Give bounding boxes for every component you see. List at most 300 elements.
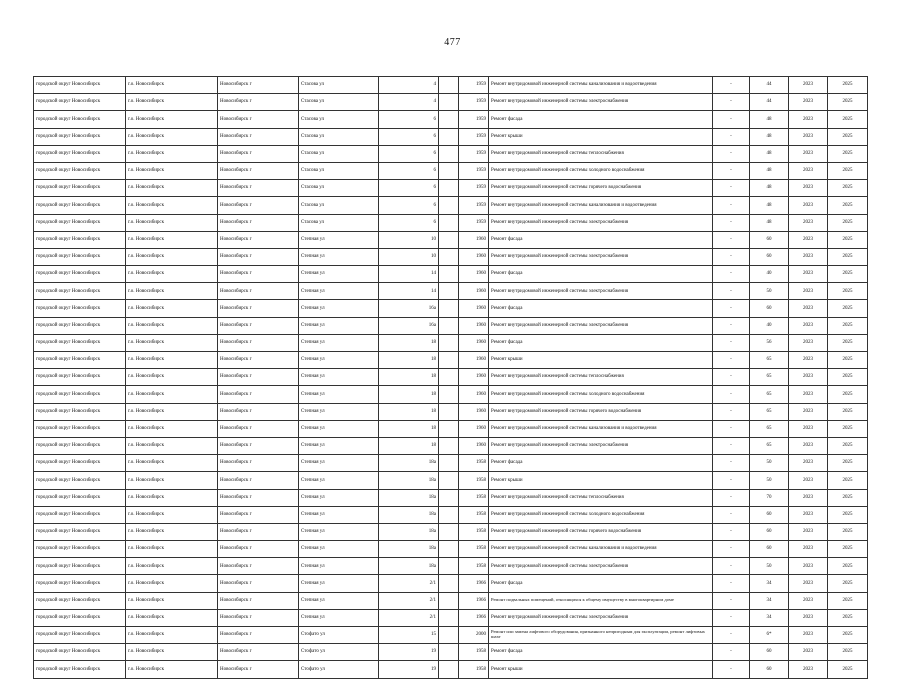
cell-end-year: 2025 (828, 523, 868, 540)
cell-empty (439, 231, 459, 248)
cell-count: 60 (750, 231, 789, 248)
cell-municipal-district: городской округ Новосибирск (34, 558, 126, 575)
cell-municipal-district: городской округ Новосибирск (34, 248, 126, 265)
cell-work-type: Ремонт внутридомовой инженерной системы горячего водоснабжения (489, 403, 713, 420)
cell-street: Стасова ул (299, 94, 379, 111)
cell-work-type: Ремонт или замена лифтового оборудования, признанного непригодным для эксплуатации, ремонт лифтовых шахт (489, 627, 713, 644)
table-row (34, 334, 868, 351)
cell-locality: Новосибирск г (218, 369, 299, 386)
cell-house-number: 14 (379, 283, 439, 300)
cell-end-year: 2025 (828, 558, 868, 575)
cell-house-number: 2/1 (379, 609, 439, 626)
cell-city-district: г.о. Новосибирск (126, 403, 218, 420)
cell-municipal-district: городской округ Новосибирск (34, 369, 126, 386)
cell-count: 34 (750, 609, 789, 626)
cell-locality: Новосибирск г (218, 111, 299, 128)
cell-locality: Новосибирск г (218, 300, 299, 317)
cell-locality: Новосибирск г (218, 231, 299, 248)
cell-house-number: 18 (379, 369, 439, 386)
cell-house-number: 10 (379, 231, 439, 248)
cell-street: Стасова ул (299, 145, 379, 162)
cell-municipal-district: городской округ Новосибирск (34, 541, 126, 558)
table-row (34, 94, 868, 111)
table-row (34, 111, 868, 128)
cell-locality: Новосибирск г (218, 592, 299, 609)
cell-cost: - (713, 489, 750, 506)
cell-end-year: 2025 (828, 644, 868, 661)
cell-start-year: 2023 (789, 111, 828, 128)
cell-end-year: 2025 (828, 334, 868, 351)
cell-municipal-district: городской округ Новосибирск (34, 403, 126, 420)
cell-empty (439, 644, 459, 661)
cell-empty (439, 162, 459, 179)
cell-end-year: 2025 (828, 592, 868, 609)
cell-street: Степная ул (299, 300, 379, 317)
cell-empty (439, 472, 459, 489)
cell-start-year: 2023 (789, 128, 828, 145)
table-row (34, 248, 868, 265)
cell-cost: - (713, 162, 750, 179)
cell-start-year: 2023 (789, 94, 828, 111)
table-row (34, 661, 868, 678)
cell-work-type: Ремонт фасада (489, 300, 713, 317)
cell-work-type: Ремонт фасада (489, 455, 713, 472)
cell-work-type: Ремонт фасада (489, 644, 713, 661)
cell-city-district: г.о. Новосибирск (126, 145, 218, 162)
cell-count: 48 (750, 128, 789, 145)
cell-locality: Новосибирск г (218, 145, 299, 162)
cell-empty (439, 180, 459, 197)
cell-municipal-district: городской округ Новосибирск (34, 489, 126, 506)
cell-locality: Новосибирск г (218, 644, 299, 661)
cell-street: Степная ул (299, 592, 379, 609)
cell-municipal-district: городской округ Новосибирск (34, 627, 126, 644)
cell-municipal-district: городской округ Новосибирск (34, 162, 126, 179)
cell-city-district: г.о. Новосибирск (126, 248, 218, 265)
cell-end-year: 2025 (828, 180, 868, 197)
cell-end-year: 2025 (828, 661, 868, 678)
cell-end-year: 2025 (828, 77, 868, 94)
cell-cost: - (713, 334, 750, 351)
cell-municipal-district: городской округ Новосибирск (34, 197, 126, 214)
cell-empty (439, 558, 459, 575)
cell-end-year: 2025 (828, 609, 868, 626)
cell-cost: - (713, 248, 750, 265)
cell-cost: - (713, 231, 750, 248)
cell-end-year: 2025 (828, 437, 868, 454)
cell-empty (439, 369, 459, 386)
cell-work-type: Ремонт фасада (489, 231, 713, 248)
cell-build-year: 1960 (459, 317, 489, 334)
cell-street: Степная ул (299, 575, 379, 592)
repair-registry-table (33, 76, 868, 679)
cell-count: 65 (750, 420, 789, 437)
cell-end-year: 2025 (828, 472, 868, 489)
cell-build-year: 1958 (459, 455, 489, 472)
registry-body (34, 77, 868, 679)
cell-end-year: 2025 (828, 94, 868, 111)
cell-house-number: 2/1 (379, 575, 439, 592)
table-row (34, 300, 868, 317)
cell-house-number: 6 (379, 197, 439, 214)
table-row (34, 644, 868, 661)
cell-locality: Новосибирск г (218, 77, 299, 94)
table-row (34, 77, 868, 94)
cell-work-type: Ремонт внутридомовой инженерной системы канализования и водоотведения (489, 197, 713, 214)
cell-build-year: 1959 (459, 180, 489, 197)
cell-work-type: Ремонт внутридомовой инженерной системы электроснабжения (489, 214, 713, 231)
cell-house-number: 4 (379, 77, 439, 94)
cell-empty (439, 437, 459, 454)
cell-count: 50 (750, 472, 789, 489)
cell-build-year: 1958 (459, 541, 489, 558)
cell-count: 40 (750, 317, 789, 334)
cell-municipal-district: городской округ Новосибирск (34, 145, 126, 162)
cell-municipal-district: городской округ Новосибирск (34, 506, 126, 523)
cell-start-year: 2023 (789, 558, 828, 575)
cell-city-district: г.о. Новосибирск (126, 541, 218, 558)
cell-work-type: Ремонт крыши (489, 128, 713, 145)
cell-empty (439, 541, 459, 558)
cell-empty (439, 506, 459, 523)
cell-count: 48 (750, 180, 789, 197)
cell-cost: - (713, 300, 750, 317)
table-row (34, 455, 868, 472)
cell-count: 60 (750, 523, 789, 540)
cell-end-year: 2025 (828, 455, 868, 472)
cell-start-year: 2023 (789, 352, 828, 369)
cell-city-district: г.о. Новосибирск (126, 575, 218, 592)
cell-street: Степная ул (299, 266, 379, 283)
cell-build-year: 1960 (459, 352, 489, 369)
cell-empty (439, 609, 459, 626)
cell-cost: - (713, 592, 750, 609)
cell-work-type: Ремонт внутридомовой инженерной системы электроснабжения (489, 283, 713, 300)
cell-cost: - (713, 506, 750, 523)
cell-work-type: Ремонт фасада (489, 266, 713, 283)
cell-build-year: 1958 (459, 472, 489, 489)
cell-locality: Новосибирск г (218, 472, 299, 489)
cell-build-year: 1958 (459, 644, 489, 661)
cell-start-year: 2023 (789, 334, 828, 351)
table-row (34, 472, 868, 489)
cell-build-year: 1960 (459, 300, 489, 317)
table-row (34, 266, 868, 283)
cell-street: Степная ул (299, 334, 379, 351)
cell-municipal-district: городской округ Новосибирск (34, 661, 126, 678)
cell-house-number: 18а (379, 489, 439, 506)
cell-city-district: г.о. Новосибирск (126, 661, 218, 678)
cell-city-district: г.о. Новосибирск (126, 627, 218, 644)
cell-city-district: г.о. Новосибирск (126, 317, 218, 334)
cell-house-number: 6 (379, 145, 439, 162)
table-row (34, 128, 868, 145)
cell-cost: - (713, 180, 750, 197)
cell-cost: - (713, 111, 750, 128)
cell-start-year: 2023 (789, 455, 828, 472)
cell-start-year: 2023 (789, 592, 828, 609)
cell-house-number: 18а (379, 523, 439, 540)
cell-city-district: г.о. Новосибирск (126, 455, 218, 472)
cell-empty (439, 592, 459, 609)
cell-empty (439, 145, 459, 162)
cell-empty (439, 575, 459, 592)
cell-street: Степная ул (299, 437, 379, 454)
cell-locality: Новосибирск г (218, 506, 299, 523)
cell-build-year: 1959 (459, 197, 489, 214)
cell-street: Стасова ул (299, 111, 379, 128)
cell-empty (439, 300, 459, 317)
cell-municipal-district: городской округ Новосибирск (34, 386, 126, 403)
cell-cost: - (713, 523, 750, 540)
cell-locality: Новосибирск г (218, 248, 299, 265)
table-row (34, 145, 868, 162)
table-row (34, 162, 868, 179)
cell-end-year: 2025 (828, 541, 868, 558)
cell-count: 48 (750, 197, 789, 214)
cell-end-year: 2025 (828, 145, 868, 162)
cell-municipal-district: городской округ Новосибирск (34, 180, 126, 197)
cell-municipal-district: городской округ Новосибирск (34, 334, 126, 351)
cell-locality: Новосибирск г (218, 266, 299, 283)
cell-empty (439, 334, 459, 351)
cell-city-district: г.о. Новосибирск (126, 506, 218, 523)
cell-street: Стасова ул (299, 180, 379, 197)
cell-empty (439, 627, 459, 644)
table-row (34, 283, 868, 300)
cell-empty (439, 197, 459, 214)
cell-house-number: 18а (379, 506, 439, 523)
cell-end-year: 2025 (828, 283, 868, 300)
cell-start-year: 2023 (789, 180, 828, 197)
cell-city-district: г.о. Новосибирск (126, 111, 218, 128)
cell-city-district: г.о. Новосибирск (126, 592, 218, 609)
cell-city-district: г.о. Новосибирск (126, 420, 218, 437)
cell-locality: Новосибирск г (218, 420, 299, 437)
cell-count: 60 (750, 300, 789, 317)
cell-count: 44 (750, 94, 789, 111)
cell-end-year: 2025 (828, 197, 868, 214)
cell-municipal-district: городской округ Новосибирск (34, 575, 126, 592)
cell-build-year: 1959 (459, 128, 489, 145)
cell-start-year: 2023 (789, 523, 828, 540)
cell-work-type: Ремонт внутридомовой инженерной системы холодного водоснабжения (489, 386, 713, 403)
cell-start-year: 2023 (789, 437, 828, 454)
cell-start-year: 2023 (789, 77, 828, 94)
cell-locality: Новосибирск г (218, 386, 299, 403)
cell-count: 34 (750, 575, 789, 592)
cell-house-number: 18 (379, 334, 439, 351)
cell-house-number: 14 (379, 266, 439, 283)
cell-build-year: 1958 (459, 558, 489, 575)
cell-cost: - (713, 661, 750, 678)
table-row (34, 369, 868, 386)
cell-city-district: г.о. Новосибирск (126, 334, 218, 351)
cell-build-year: 1966 (459, 592, 489, 609)
cell-municipal-district: городской округ Новосибирск (34, 609, 126, 626)
cell-count: 60 (750, 661, 789, 678)
cell-city-district: г.о. Новосибирск (126, 128, 218, 145)
cell-end-year: 2025 (828, 386, 868, 403)
cell-municipal-district: городской округ Новосибирск (34, 420, 126, 437)
cell-city-district: г.о. Новосибирск (126, 472, 218, 489)
cell-city-district: г.о. Новосибирск (126, 94, 218, 111)
cell-work-type: Ремонт крыши (489, 661, 713, 678)
cell-locality: Новосибирск г (218, 94, 299, 111)
cell-count: 65 (750, 403, 789, 420)
cell-street: Стофато ул (299, 644, 379, 661)
cell-start-year: 2023 (789, 644, 828, 661)
cell-work-type: Ремонт внутридомовой инженерной системы электроснабжения (489, 317, 713, 334)
cell-house-number: 18 (379, 386, 439, 403)
cell-start-year: 2023 (789, 283, 828, 300)
cell-municipal-district: городской округ Новосибирск (34, 472, 126, 489)
cell-city-district: г.о. Новосибирск (126, 523, 218, 540)
cell-count: 48 (750, 162, 789, 179)
cell-empty (439, 661, 459, 678)
cell-cost: - (713, 94, 750, 111)
cell-end-year: 2025 (828, 420, 868, 437)
cell-street: Стасова ул (299, 162, 379, 179)
cell-cost: - (713, 128, 750, 145)
cell-street: Степная ул (299, 420, 379, 437)
cell-count: 44 (750, 77, 789, 94)
table-row (34, 214, 868, 231)
cell-count: 60 (750, 248, 789, 265)
cell-city-district: г.о. Новосибирск (126, 180, 218, 197)
cell-municipal-district: городской округ Новосибирск (34, 300, 126, 317)
cell-street: Стофато ул (299, 661, 379, 678)
cell-work-type: Ремонт подвальных помещений, относящихся к общему имуществу в многоквартирном доме (489, 592, 713, 609)
cell-start-year: 2023 (789, 489, 828, 506)
table-row (34, 627, 868, 644)
cell-start-year: 2023 (789, 162, 828, 179)
cell-end-year: 2025 (828, 403, 868, 420)
cell-end-year: 2025 (828, 369, 868, 386)
cell-street: Степная ул (299, 386, 379, 403)
cell-build-year: 1960 (459, 248, 489, 265)
cell-city-district: г.о. Новосибирск (126, 283, 218, 300)
cell-locality: Новосибирск г (218, 661, 299, 678)
cell-count: 34 (750, 592, 789, 609)
cell-build-year: 1959 (459, 214, 489, 231)
cell-start-year: 2023 (789, 300, 828, 317)
cell-cost: - (713, 575, 750, 592)
cell-cost: - (713, 145, 750, 162)
cell-work-type: Ремонт внутридомовой инженерной системы канализования и водоотведения (489, 77, 713, 94)
cell-work-type: Ремонт внутридомовой инженерной системы канализования и водоотведения (489, 541, 713, 558)
cell-locality: Новосибирск г (218, 489, 299, 506)
cell-start-year: 2023 (789, 197, 828, 214)
cell-build-year: 1960 (459, 420, 489, 437)
cell-work-type: Ремонт внутридомовой инженерной системы электроснабжения (489, 609, 713, 626)
cell-municipal-district: городской округ Новосибирск (34, 128, 126, 145)
cell-end-year: 2025 (828, 627, 868, 644)
cell-work-type: Ремонт внутридомовой инженерной системы горячего водоснабжения (489, 523, 713, 540)
cell-end-year: 2025 (828, 300, 868, 317)
table-row (34, 541, 868, 558)
table-row (34, 180, 868, 197)
table-row (34, 506, 868, 523)
cell-start-year: 2023 (789, 609, 828, 626)
cell-city-district: г.о. Новосибирск (126, 352, 218, 369)
table-row (34, 558, 868, 575)
cell-cost: - (713, 197, 750, 214)
cell-city-district: г.о. Новосибирск (126, 266, 218, 283)
cell-street: Степная ул (299, 455, 379, 472)
cell-work-type: Ремонт внутридомовой инженерной системы электроснабжения (489, 248, 713, 265)
cell-build-year: 1960 (459, 369, 489, 386)
cell-cost: - (713, 317, 750, 334)
cell-empty (439, 283, 459, 300)
cell-start-year: 2023 (789, 248, 828, 265)
cell-work-type: Ремонт фасада (489, 111, 713, 128)
cell-count: 56 (750, 334, 789, 351)
cell-municipal-district: городской округ Новосибирск (34, 352, 126, 369)
cell-house-number: 15 (379, 627, 439, 644)
cell-end-year: 2025 (828, 162, 868, 179)
cell-street: Степная ул (299, 283, 379, 300)
cell-house-number: 6 (379, 180, 439, 197)
cell-empty (439, 523, 459, 540)
cell-empty (439, 266, 459, 283)
cell-count: 65 (750, 386, 789, 403)
cell-build-year: 1960 (459, 266, 489, 283)
cell-empty (439, 128, 459, 145)
cell-city-district: г.о. Новосибирск (126, 437, 218, 454)
table-row (34, 592, 868, 609)
cell-house-number: 10 (379, 248, 439, 265)
cell-end-year: 2025 (828, 317, 868, 334)
cell-count: 48 (750, 145, 789, 162)
cell-build-year: 1958 (459, 489, 489, 506)
cell-build-year: 1959 (459, 94, 489, 111)
cell-start-year: 2023 (789, 403, 828, 420)
cell-count: 65 (750, 369, 789, 386)
cell-empty (439, 420, 459, 437)
cell-municipal-district: городской округ Новосибирск (34, 283, 126, 300)
table-row (34, 437, 868, 454)
cell-locality: Новосибирск г (218, 541, 299, 558)
cell-work-type: Ремонт внутридомовой инженерной системы канализования и водоотведения (489, 420, 713, 437)
cell-city-district: г.о. Новосибирск (126, 369, 218, 386)
cell-start-year: 2023 (789, 506, 828, 523)
cell-municipal-district: городской округ Новосибирск (34, 592, 126, 609)
cell-street: Стофато ул (299, 627, 379, 644)
cell-count: 65 (750, 437, 789, 454)
table-row (34, 386, 868, 403)
cell-work-type: Ремонт внутридомовой инженерной системы холодного водоснабжения (489, 506, 713, 523)
cell-end-year: 2025 (828, 575, 868, 592)
cell-city-district: г.о. Новосибирск (126, 609, 218, 626)
cell-end-year: 2025 (828, 352, 868, 369)
cell-end-year: 2025 (828, 214, 868, 231)
cell-street: Стасова ул (299, 128, 379, 145)
cell-empty (439, 248, 459, 265)
cell-empty (439, 214, 459, 231)
cell-street: Степная ул (299, 558, 379, 575)
cell-city-district: г.о. Новосибирск (126, 197, 218, 214)
cell-house-number: 18 (379, 437, 439, 454)
table-row (34, 575, 868, 592)
cell-end-year: 2025 (828, 248, 868, 265)
cell-build-year: 2000 (459, 627, 489, 644)
cell-locality: Новосибирск г (218, 403, 299, 420)
cell-build-year: 1960 (459, 231, 489, 248)
cell-locality: Новосибирск г (218, 437, 299, 454)
cell-count: 65 (750, 352, 789, 369)
cell-start-year: 2023 (789, 145, 828, 162)
